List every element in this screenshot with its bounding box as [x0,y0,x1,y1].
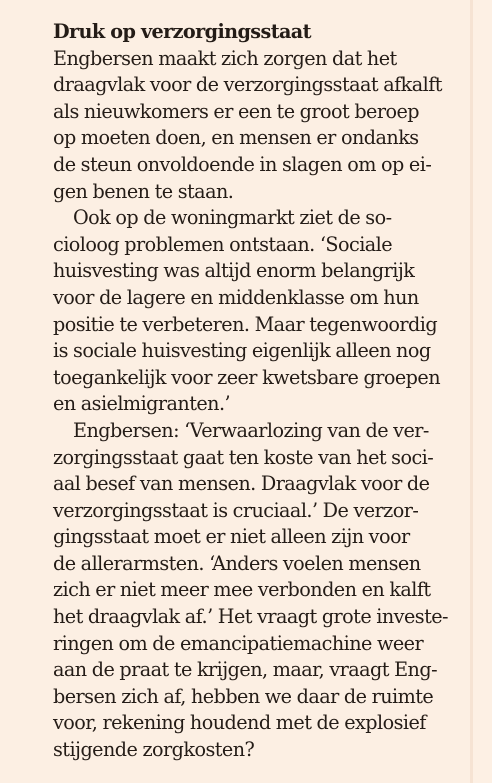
text-line: en asielmigranten.’ [53,392,231,416]
article [53,19,463,764]
text-line: toegankelijk voor zeer kwetsbare groepen [53,365,441,389]
text-line: het draagvlak af.’ Het vraagt grote investe- [53,605,448,629]
text-line: cioloog problemen ontstaan. ‘Sociale [53,232,393,256]
paragraph-1 [53,46,463,206]
text-line: voor, rekening houdend met de explosief [53,711,426,735]
text-line: zorgingsstaat gaat ten koste van het soci- [53,445,434,469]
text-line: aan de praat te krijgen, maar, vraagt Eng- [53,658,438,682]
text-line: Engbersen maakt zich zorgen dat het [53,46,397,70]
text-line: bersen zich af, hebben we daar de ruimte [53,684,434,708]
text-line: als nieuwkomers er een te groot beroep [53,99,420,123]
text-line: positie te verbeteren. Maar tegenwoordig [53,312,438,336]
text-line: gingsstaat moet er niet alleen zijn voor [53,525,410,549]
text-line: draagvlak voor de verzorgingsstaat afkalft [53,73,442,97]
text-line: stijgende zorgkosten? [53,738,255,762]
text-line: verzorgingsstaat is cruciaal.’ De verzor- [53,498,419,522]
text-line: op moeten doen, en mensen er ondanks [53,126,419,150]
paragraph-2 [53,205,463,418]
text-line: aal besef van mensen. Draagvlak voor de [53,472,430,496]
text-line: Ook op de woningmarkt ziet de so- [73,206,392,230]
text-line: de allerarmsten. ‘Anders voelen mensen [53,551,421,575]
text-line: voor de lagere en middenklasse om hun [53,285,419,309]
column-divider [470,0,473,783]
text-line: Engbersen: ‘Verwaarlozing van de ver- [73,418,429,442]
text-line: huisvesting was altijd enorm belangrijk [53,259,415,283]
paragraph-3 [53,418,463,764]
text-line: is sociale huisvesting eigenlijk alleen nog [53,339,431,363]
text-line: ringen om de emancipatiemachine weer [53,631,424,655]
text-line: zich er niet meer mee verbonden en kalft [53,578,431,602]
article-heading: Druk op verzorgingsstaat [53,20,311,43]
text-line: de steun onvoldoende in slagen om op ei- [53,152,432,176]
text-line: gen benen te staan. [53,179,234,203]
